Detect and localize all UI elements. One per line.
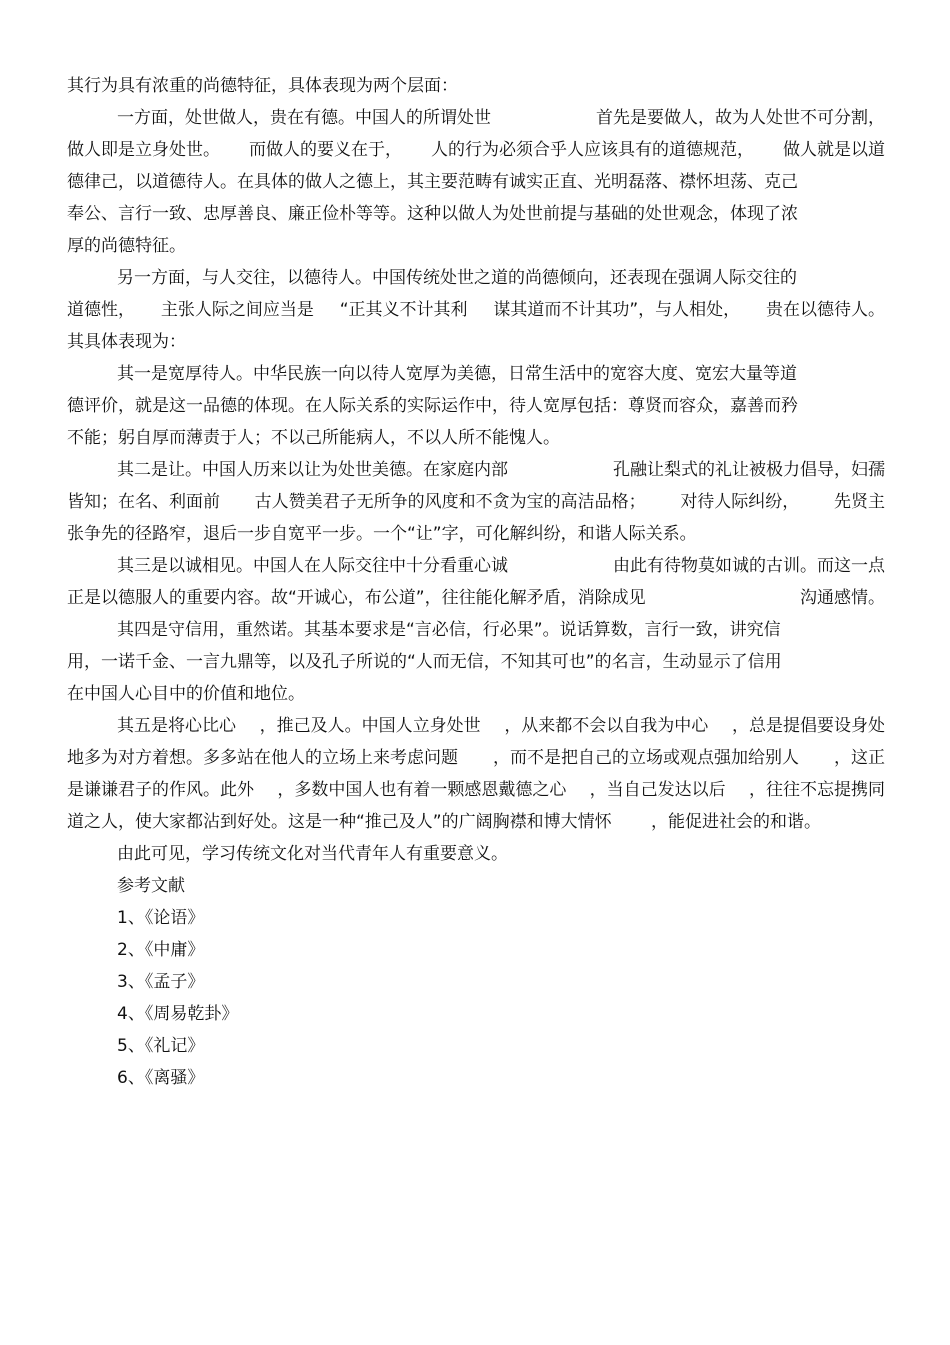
paragraph-1-line-3 bbox=[67, 166, 885, 198]
paragraph-2-line-1 bbox=[117, 262, 885, 294]
text-segment: ，多数中国人也有着一颗感恩戴德之心 bbox=[277, 780, 567, 800]
text-segment: ，当自己发达以后 bbox=[589, 780, 726, 800]
text-segment: 其一是宽厚待人。中华民族一向以待人宽厚为美德，日常生活中的宽容大度、宽宏大量等道 bbox=[117, 364, 797, 384]
paragraph-7-line-1 bbox=[117, 710, 885, 742]
text-segment: 4、《周易乾卦》 bbox=[117, 1004, 239, 1024]
text-segment: 参考文献 bbox=[117, 876, 185, 896]
text-segment: 德评价，就是这一品德的体现。在人际关系的实际运作中，待人宽厚包括：尊贤而容众，嘉善而矜 bbox=[67, 396, 798, 416]
text-segment: 道之人，使大家都沾到好处。这是一种“推己及人”的广阔胸襟和博大情怀 bbox=[67, 812, 612, 832]
paragraph-6-line-1 bbox=[117, 614, 885, 646]
text-segment: 做人即是立身处世。 bbox=[67, 140, 220, 160]
text-segment: 由此可见，学习传统文化对当代青年人有重要意义。 bbox=[117, 844, 508, 864]
paragraph-5-line-2 bbox=[67, 582, 885, 614]
text-segment: 沟通感情。 bbox=[800, 588, 885, 608]
text-segment: 一方面，处世做人，贵在有德。中国人的所谓处世 bbox=[117, 108, 491, 128]
text-segment: ，这正 bbox=[834, 748, 885, 768]
text-segment: 在中国人心目中的价值和地位。 bbox=[67, 684, 305, 704]
text-segment: 另一方面，与人交往，以德待人。中国传统处世之道的尚德倾向，还表现在强调人际交往的 bbox=[117, 268, 797, 288]
text-segment: 地多为对方着想。多多站在他人的立场上来考虑问题 bbox=[67, 748, 458, 768]
text-segment: 孔融让梨式的礼让被极力倡导，妇孺 bbox=[613, 460, 885, 480]
reference-item bbox=[117, 998, 885, 1030]
text-segment: 首先是要做人，故为人处世不可分割， bbox=[596, 108, 885, 128]
text-segment: 正是以德服人的重要内容。故“开诚心，布公道”，往往能化解矛盾，消除成见 bbox=[67, 588, 646, 608]
text-segment: 5、《礼记》 bbox=[117, 1036, 205, 1056]
text-segment: 做人就是以道 bbox=[783, 140, 885, 160]
text-segment: 2、《中庸》 bbox=[117, 940, 205, 960]
text-segment: 6、《离骚》 bbox=[117, 1068, 205, 1088]
text-segment: 皆知；在名、利面前 bbox=[67, 492, 220, 512]
text-line bbox=[67, 70, 885, 102]
text-segment: 张争先的径路窄，退后一步自宽平一步。一个“让”字，可化解纠纷，和谐人际关系。 bbox=[67, 524, 697, 544]
text-segment: 其二是让。中国人历来以让为处世美德。在家庭内部 bbox=[117, 460, 508, 480]
paragraph-3-line-2 bbox=[67, 390, 885, 422]
paragraph-1-line-5 bbox=[67, 230, 885, 262]
text-segment: 厚的尚德特征。 bbox=[67, 236, 186, 256]
text-segment: ，总是提倡要设身处 bbox=[731, 716, 885, 736]
paragraph-4-line-3 bbox=[67, 518, 885, 550]
text-segment: 人的行为必须合乎人应该具有的道德规范， bbox=[431, 140, 754, 160]
paragraph-7-line-4 bbox=[67, 806, 885, 838]
text-segment: 主张人际之间应当是 bbox=[160, 300, 314, 320]
text-segment: 不能；躬自厚而薄责于人；不以己所能病人，不以人所不能愧人。 bbox=[67, 428, 560, 448]
paragraph-1-line-2 bbox=[67, 134, 885, 166]
text-segment: 由此有待物莫如诚的古训。而这一点 bbox=[613, 556, 885, 576]
reference-item bbox=[117, 1062, 885, 1094]
paragraph-1-line-1 bbox=[117, 102, 885, 134]
text-segment: 德律己，以道德待人。在具体的做人之德上，其主要范畴有诚实正直、光明磊落、襟怀坦荡、克己 bbox=[67, 172, 798, 192]
paragraph-2-line-3 bbox=[67, 326, 885, 358]
paragraph-6-line-2 bbox=[67, 646, 885, 678]
reference-item bbox=[117, 966, 885, 998]
references-heading bbox=[117, 870, 885, 902]
text-segment: ，推己及人。中国人立身处世 bbox=[259, 716, 481, 736]
text-segment: “正其义不计其利 bbox=[339, 300, 468, 320]
text-segment: 道德性， bbox=[67, 300, 135, 320]
reference-item bbox=[117, 902, 885, 934]
paragraph-4-line-2 bbox=[67, 486, 885, 518]
text-segment: ，能促进社会的和谐。 bbox=[651, 812, 822, 832]
text-segment: ，而不是把自己的立场或观点强加给别人 bbox=[493, 748, 799, 768]
paragraph-6-line-3 bbox=[67, 678, 885, 710]
paragraph-3-line-1 bbox=[117, 358, 885, 390]
text-segment: 先贤主 bbox=[833, 492, 885, 512]
paragraph-7-line-2 bbox=[67, 742, 885, 774]
text-segment: ，往往不忘提携同 bbox=[748, 780, 885, 800]
reference-item bbox=[117, 934, 885, 966]
text-segment: 奉公、言行一致、忠厚善良、廉正俭朴等等。这种以做人为处世前提与基础的处世观念，体现了浓 bbox=[67, 204, 798, 224]
text-segment: 贵在以德待人。 bbox=[766, 300, 885, 320]
text-segment: 其具体表现为： bbox=[67, 332, 186, 352]
conclusion-line bbox=[117, 838, 885, 870]
text-segment: 其四是守信用，重然诺。其基本要求是“言必信，行必果”。说话算数，言行一致，讲究信 bbox=[117, 620, 781, 640]
text-segment: 是谦谦君子的作风。此外 bbox=[67, 780, 254, 800]
text-segment: 谋其道而不计其功”，与人相处， bbox=[493, 300, 741, 320]
text-segment: 1、《论语》 bbox=[117, 908, 205, 928]
paragraph-2-line-2 bbox=[67, 294, 885, 326]
text-segment: 对待人际纠纷， bbox=[680, 492, 800, 512]
paragraph-7-line-3 bbox=[67, 774, 885, 806]
text-segment: 其五是将心比心 bbox=[117, 716, 236, 736]
paragraph-5-line-1 bbox=[117, 550, 885, 582]
text-segment: 用，一诺千金、一言九鼎等，以及孔子所说的“人而无信，不知其可也”的名言，生动显示了信用 bbox=[67, 652, 782, 672]
text-segment: 3、《孟子》 bbox=[117, 972, 205, 992]
paragraph-1-line-4 bbox=[67, 198, 885, 230]
text-segment: 古人赞美君子无所争的风度和不贪为宝的高洁品格； bbox=[254, 492, 646, 512]
text-segment: ，从来都不会以自我为中心 bbox=[504, 716, 709, 736]
paragraph-4-line-1 bbox=[117, 454, 885, 486]
text-segment: 其三是以诚相见。中国人在人际交往中十分看重心诚 bbox=[117, 556, 508, 576]
reference-item bbox=[117, 1030, 885, 1062]
paragraph-3-line-3 bbox=[67, 422, 885, 454]
text-segment: 其行为具有浓重的尚德特征，具体表现为两个层面： bbox=[67, 76, 458, 96]
text-segment: 而做人的要义在于， bbox=[249, 140, 402, 160]
